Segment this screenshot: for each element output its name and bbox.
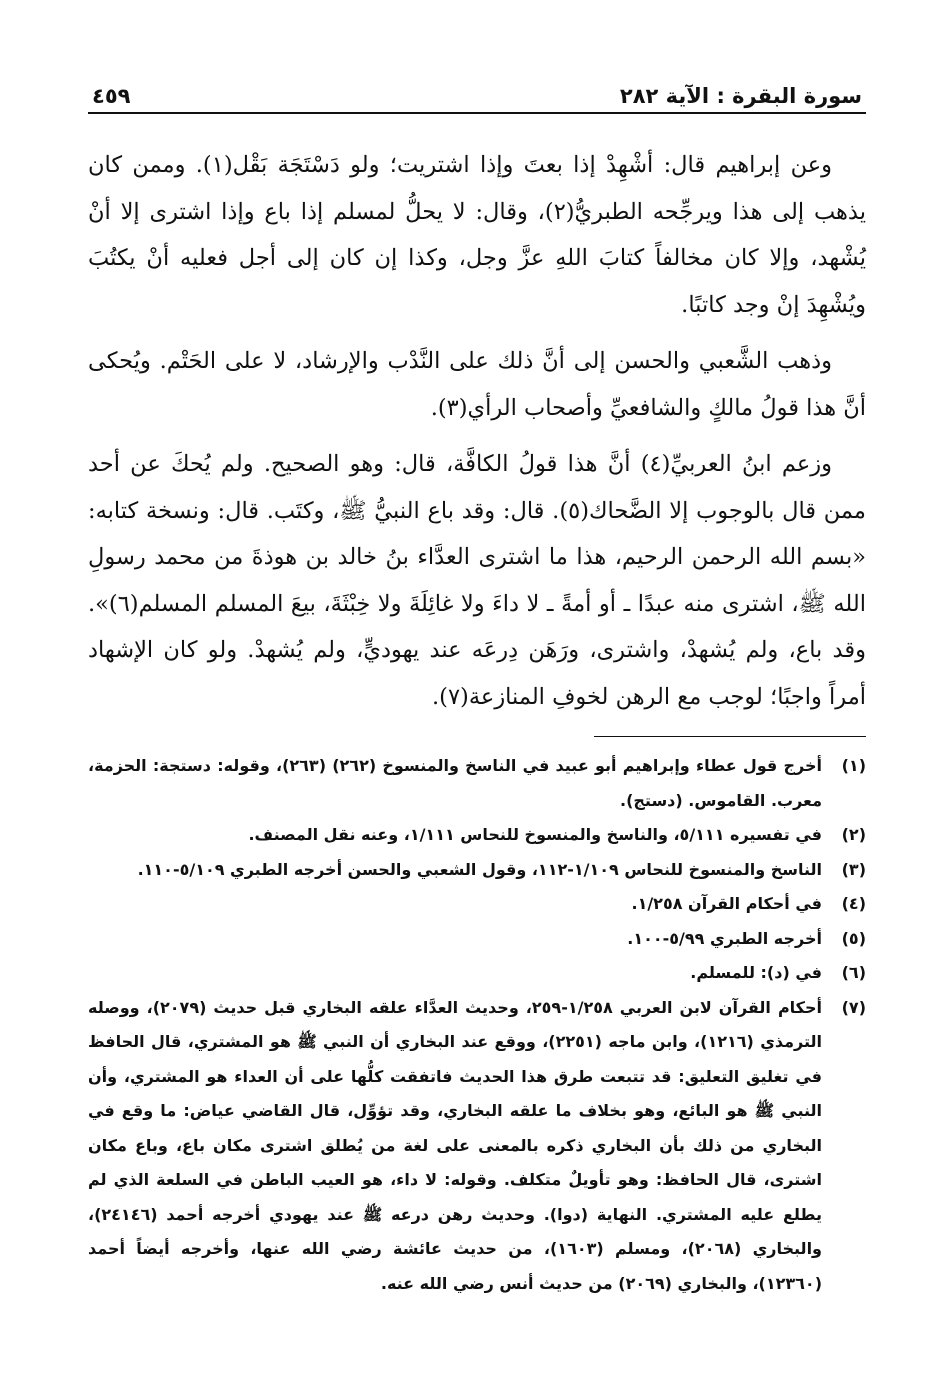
footnote-number: (٤) xyxy=(841,894,866,913)
footnote-number: (٥) xyxy=(841,928,866,948)
footnote-2 xyxy=(88,818,866,853)
footnote-number: (٢) xyxy=(841,825,866,844)
footnote-7 xyxy=(88,991,866,1302)
running-title: سورة البقرة : الآية ٢٨٢ xyxy=(619,84,862,108)
footnote-1 xyxy=(88,749,866,818)
footnotes xyxy=(88,749,866,1301)
book-page xyxy=(88,70,866,1301)
footnote-text: في تفسيره ٥/١١١، والناسخ والمنسوخ للنحاس ١/١١١، وعنه نقل المصنف. xyxy=(248,825,822,844)
footnote-5 xyxy=(88,922,866,957)
footnote-text: في (د): للمسلم. xyxy=(690,963,822,982)
footnote-3 xyxy=(88,853,866,888)
paragraph-3: وزعم ابنُ العربيِّ(٤) أنَّ هذا قولُ الكافَّة، قال: وهو الصحيح. ولم يُحكَ عن أحد ممن قال بالوجوب إلا الضَّحاك(٥). قال: وقد باع النبيُّ ﷺ، وكتَب. قال: ونسخة كتابه: «بسم الله الرحمن الرحيم، هذا ما اشترى العدَّاء بنُ خالد بن هوذةَ من محمد رسولِ الله ﷺ، اشترى منه عبدًا ـ أو أمةً ـ لا داءَ ولا غائِلَةَ ولا خِبْثَةَ، بيعَ المسلم المسلم(٦)». وقد باع، ولم يُشهدْ، واشترى، ورَهَن دِرعَه عند يهوديٍّ، ولم يُشهدْ. ولو كان الإشهاد أمراً واجبًا؛ لوجب مع الرهن لخوفِ المنازعة(٧). xyxy=(88,451,866,710)
footnote-6 xyxy=(88,956,866,991)
footnote-text: الناسخ والمنسوخ للنحاس ١/١٠٩-١١٢، وقول الشعبي والحسن أخرجه الطبري ٥/١٠٩-١١٠. xyxy=(137,859,822,879)
paragraph-2: وذهب الشَّعبي والحسن إلى أنَّ ذلك على النَّدْب والإرشاد، لا على الحَتْم. ويُحكى أنَّ هذا قولُ مالكٍ والشافعيِّ وأصحاب الرأي(٣). xyxy=(88,348,866,421)
footnote-number: (٧) xyxy=(841,997,866,1017)
footnote-text: أخرجه الطبري ٥/٩٩-١٠٠. xyxy=(627,928,822,948)
footnote-4 xyxy=(88,887,866,922)
footnote-text: أخرج قول عطاء وإبراهيم أبو عبيد في الناسخ والمنسوخ (٢٦٢) (٢٦٣)، وقوله: دستجة: الحزمة، معرب. القاموس. (دستج). xyxy=(88,756,823,810)
page-header xyxy=(88,70,866,108)
footnote-text: في أحكام القرآن ١/٢٥٨. xyxy=(631,894,822,913)
footnote-text: أحكام القرآن لابن العربي ١/٢٥٨-٢٥٩، وحديث العدَّاء علقه البخاري قبل حديث (٢٠٧٩)، ووصله الترمذي (١٢١٦)، وابن ماجه (٢٢٥١)، ووقع عند البخاري أن النبي ﷺ هو المشتري، قال الحافظ في تغليق التعليق: قد تتبعت طرق هذا الحديث فاتفقت كلُّها على أن العداء هو المشتري، وأن النبي ﷺ هو البائع، وهو بخلاف ما علقه البخاري، وقد تؤوِّل، قال القاضي عياض: ما وقع في البخاري من ذلك بأن البخاري ذكره بالمعنى على لغة من يُطلق اشترى مكان باع، وباع مكان اشترى، قال الحافظ: وهو تأويلٌ متكلف. وقوله: لا داء، هو العيب الباطن في السلعة الذي لم يطلع عليه المشتري. النهاية (دوا). وحديث رهن درعه ﷺ عند يهودي أخرجه أحمد (٢٤١٤٦)، والبخاري (٢٠٦٨)، ومسلم (١٦٠٣)، من حديث عائشة رضي الله عنها، وأخرجه أيضاً أحمد (١٢٣٦٠)، والبخاري (٢٠٦٩) من حديث أنس رضي الله عنه. xyxy=(88,997,822,1293)
main-text xyxy=(88,142,866,720)
page-number: ٤٥٩ xyxy=(92,84,131,108)
header-rule xyxy=(88,112,866,114)
footnote-separator xyxy=(594,736,866,737)
footnote-number: (١) xyxy=(841,756,866,775)
paragraph-1: وعن إبراهيم قال: أشْهِدْ إذا بعتَ وإذا اشتريت؛ ولو دَسْتَجَة بَقْل(١). وممن كان يذهب إلى هذا ويرجِّحه الطبريُّ(٢)، وقال: لا يحلُّ لمسلم إذا باع وإذا اشترى إلا أنْ يُشْهد، وإلا كان مخالفاً كتابَ اللهِ عزَّ وجل، وكذا إن كان إلى أجل فعليه أنْ يكتُبَ ويُشْهِدَ إنْ وجد كاتبًا. xyxy=(88,152,866,318)
footnote-number: (٣) xyxy=(841,859,866,879)
footnote-number: (٦) xyxy=(841,963,866,982)
